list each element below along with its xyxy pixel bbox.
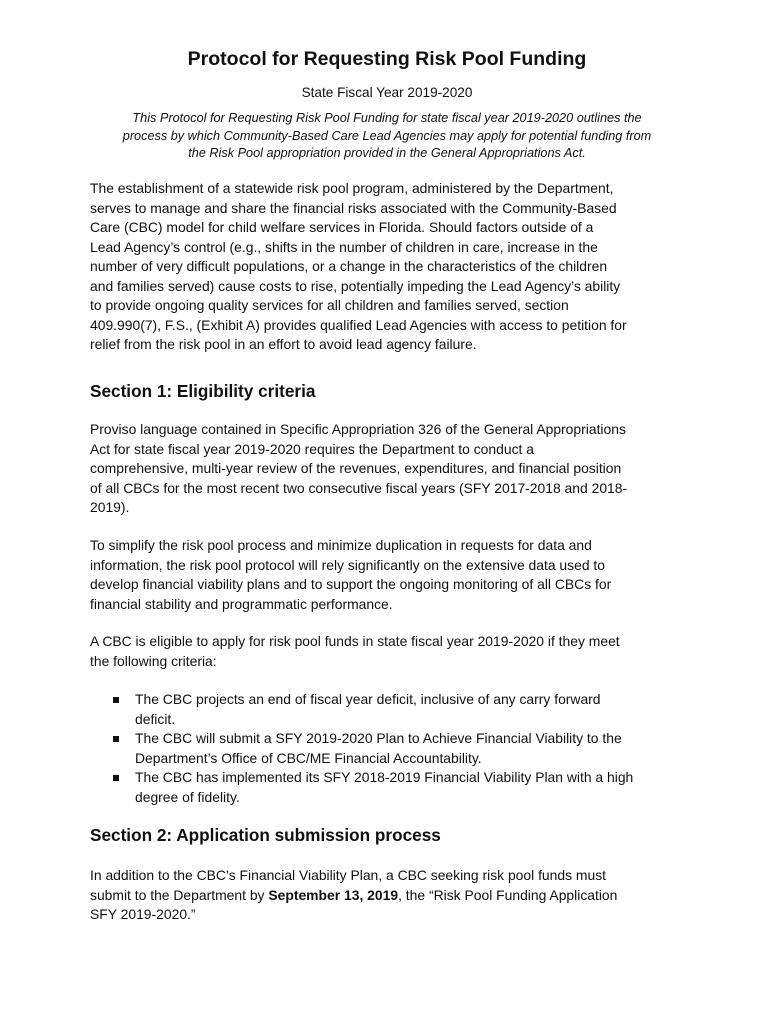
list-item <box>90 729 684 768</box>
paragraph-line: number of very difficult populations, or a change in the characteristics of the children <box>90 258 608 274</box>
section-1-paragraph-3 <box>90 632 684 671</box>
paragraph-line: and families served) cause costs to rise, potentially impeding the Lead Agency’s ability <box>90 277 621 294</box>
paragraph-line: To simplify the risk pool process and minimize duplication in requests for data and <box>90 537 592 553</box>
list-item-line: The CBC has implemented its SFY 2018-2019 Financial Viability Plan with a high <box>135 769 634 785</box>
paragraph-line <box>90 886 684 906</box>
paragraph-line: A CBC is eligible to apply for risk pool funds in state fiscal year 2019-2020 if they meet <box>90 633 620 649</box>
list-item <box>90 768 684 807</box>
section-1-paragraph-2 <box>90 536 684 614</box>
paragraph-line: comprehensive, multi-year review of the revenues, expenditures, and financial position <box>90 460 622 476</box>
paragraph-line: Care (CBC) model for child welfare services in Florida. Should factors outside of a <box>90 219 594 235</box>
paragraph-line: of all CBCs for the most recent two consecutive fiscal years (SFY 2017-2018 and 2018- <box>90 479 628 496</box>
intro-line: process by which Community-Based Care Lead Agencies may apply for potential funding from <box>122 128 652 143</box>
paragraph-line: financial stability and programmatic performance. <box>90 595 393 612</box>
list-item-line: The CBC projects an end of fiscal year deficit, inclusive of any carry forward <box>135 691 601 707</box>
square-bullet-icon <box>113 775 119 781</box>
deadline-date: September 13, 2019 <box>268 886 399 903</box>
deadline-trailing-text: , the “Risk Pool Funding Application <box>398 886 618 903</box>
section-2-paragraph <box>90 866 684 925</box>
document-subtitle: State Fiscal Year 2019-2020 <box>301 85 473 100</box>
eligibility-criteria-list <box>90 690 684 807</box>
section-1-paragraph-1 <box>90 420 684 518</box>
paragraph-line: develop financial viability plans and to support the ongoing monitoring of all CBCs for <box>90 576 612 592</box>
paragraph-line: Proviso language contained in Specific Appropriation 326 of the General Appropriations <box>90 421 626 437</box>
square-bullet-icon <box>113 697 119 703</box>
list-item-line: The CBC will submit a SFY 2019-2020 Plan to Achieve Financial Viability to the <box>135 730 622 746</box>
paragraph-line: 409.990(7), F.S., (Exhibit A) provides qualified Lead Agencies with access to petition for <box>90 316 627 333</box>
intro-line: the Risk Pool appropriation provided in the General Appropriations Act. <box>188 146 586 160</box>
section-2-heading: Section 2: Application submission process <box>90 825 441 845</box>
paragraph-line: Lead Agency’s control (e.g., shifts in the number of children in care, increase in the <box>90 238 598 255</box>
paragraph-line: SFY 2019-2020.” <box>90 906 196 922</box>
square-bullet-icon <box>113 736 119 742</box>
section-1-heading: Section 1: Eligibility criteria <box>90 381 316 401</box>
list-item-line: deficit. <box>135 710 176 727</box>
document-title: Protocol for Requesting Risk Pool Funding <box>187 48 587 70</box>
list-item <box>90 690 684 729</box>
paragraph-line: serves to manage and share the financial risks associated with the Community-Based <box>90 199 617 216</box>
overview-paragraph <box>90 179 684 355</box>
paragraph-line: 2019). <box>90 499 130 515</box>
intro-line: This Protocol for Requesting Risk Pool Funding for state fiscal year 2019-2020 outlines the <box>132 111 642 125</box>
paragraph-line: the following criteria: <box>90 652 217 669</box>
paragraph-line: The establishment of a statewide risk pool program, administered by the Department, <box>90 180 614 196</box>
paragraph-line: In addition to the CBC’s Financial Viability Plan, a CBC seeking risk pool funds must <box>90 867 607 883</box>
paragraph-line: to provide ongoing quality services for all children and families served, section <box>90 297 569 313</box>
list-item-line: Department’s Office of CBC/ME Financial Accountability. <box>135 749 482 766</box>
deadline-lead-text: submit to the Department by <box>90 886 269 903</box>
paragraph-line: relief from the risk pool in an effort to avoid lead agency failure. <box>90 336 477 352</box>
list-item-line: degree of fidelity. <box>135 788 240 805</box>
paragraph-line: information, the risk pool protocol will rely significantly on the extensive data used to <box>90 556 605 573</box>
paragraph-line: Act for state fiscal year 2019-2020 requires the Department to conduct a <box>90 440 534 457</box>
intro-summary <box>90 110 684 163</box>
